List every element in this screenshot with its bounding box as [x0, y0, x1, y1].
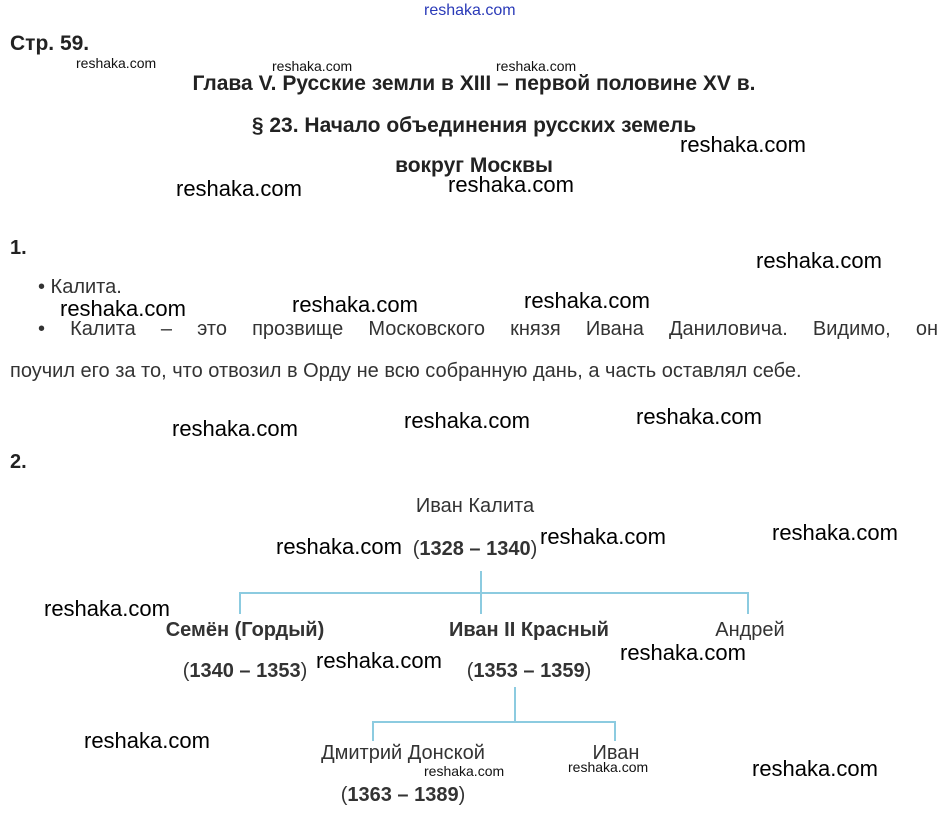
tree-child1-years: (1340 – 1353) [182, 660, 308, 682]
chapter-title: Глава V. Русские земли в XIII – первой половине XV в. [192, 72, 756, 95]
tree-grandchild1-name: Дмитрий Донской [321, 742, 485, 764]
watermark: reshaka.com [76, 55, 157, 71]
tree-grandchild2-name: Иван [592, 742, 640, 764]
watermark: reshaka.com [540, 524, 666, 549]
connector-child2-stem [514, 687, 516, 722]
watermark: reshaka.com [756, 248, 882, 273]
watermark: reshaka.com [272, 58, 353, 74]
task1-bullet2-line1: • Калита – это прозвище Московского князя Ивана Даниловича. Видимо, он [38, 318, 938, 340]
watermark: reshaka.com [620, 640, 746, 665]
watermark: reshaka.com [680, 132, 806, 157]
watermark: reshaka.com [424, 763, 505, 779]
watermark: reshaka.com [568, 759, 649, 775]
page-reference: Стр. 59. [10, 32, 90, 55]
tree-child2-name: Иван II Красный [449, 619, 609, 641]
section-title-line2: вокруг Москвы [395, 154, 553, 177]
tree-root-name: Иван Калита [415, 495, 535, 517]
watermark: reshaka.com [276, 534, 402, 559]
connector-grandchild2 [614, 721, 616, 741]
watermark: reshaka.com [524, 288, 650, 313]
connector-child3 [747, 592, 749, 614]
task2-number: 2. [10, 451, 27, 473]
watermark: reshaka.com [448, 172, 574, 197]
header-watermark: reshaka.com [424, 2, 516, 19]
watermark: reshaka.com [44, 596, 170, 621]
tree-root-years: (1328 – 1340) [412, 538, 538, 560]
watermark: reshaka.com [772, 520, 898, 545]
task1-bullet2-line2: поучил его за то, что отвозил в Орду не всю собранную дань, а часть оставлял себе. [10, 360, 802, 382]
watermark: reshaka.com [292, 292, 418, 317]
watermark: reshaka.com [316, 648, 442, 673]
connector-root-stem [480, 571, 482, 593]
connector-grandchildren-bar [372, 721, 616, 723]
section-title-line1: § 23. Начало объединения русских земель [251, 114, 697, 137]
task1-number: 1. [10, 237, 27, 259]
watermark: reshaka.com [60, 296, 186, 321]
connector-grandchild1 [372, 721, 374, 741]
watermark: reshaka.com [496, 58, 577, 74]
tree-child1-name: Семён (Гордый) [165, 619, 325, 641]
watermark: reshaka.com [84, 728, 210, 753]
task1-bullet1: • Калита. [38, 276, 122, 298]
watermark: reshaka.com [636, 404, 762, 429]
tree-grandchild1-years: (1363 – 1389) [340, 784, 466, 806]
watermark: reshaka.com [404, 408, 530, 433]
connector-child1 [239, 592, 241, 614]
connector-child2 [480, 592, 482, 614]
watermark: reshaka.com [752, 756, 878, 781]
watermark: reshaka.com [172, 416, 298, 441]
connector-children-bar [239, 592, 749, 594]
watermark: reshaka.com [176, 176, 302, 201]
tree-child2-years: (1353 – 1359) [466, 660, 592, 682]
tree-child3-name: Андрей [715, 619, 785, 641]
